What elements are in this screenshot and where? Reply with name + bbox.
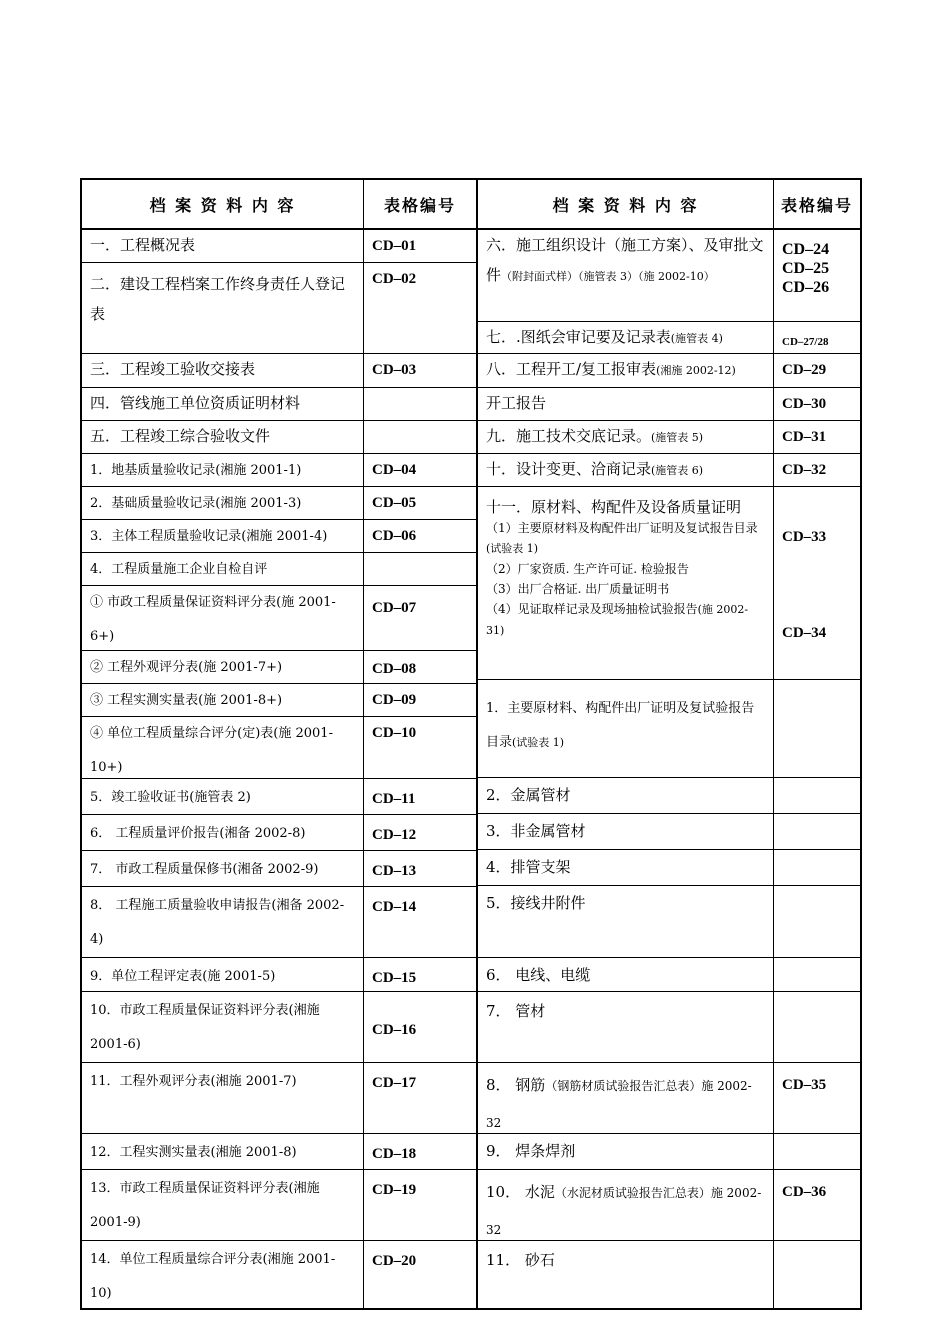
row-code: CD–11 [372,791,416,807]
row-content: 一．工程概况表 [82,230,364,262]
row-code: CD–03 [372,362,417,378]
table-row [82,454,476,487]
header-code: 表格编号 [780,195,853,215]
row-content: 开工报告 [478,388,774,420]
row-content: 11． 砂石 [478,1241,774,1310]
row-content: 9．单位工程评定表(施 2001-5) [82,958,364,991]
row-code: CD–18 [372,1146,417,1162]
table-row [82,779,476,815]
row-code [774,958,860,991]
row-code: CD–10 [372,725,417,741]
row-content: 7． 管材 [478,992,774,1062]
row-content [478,354,774,387]
table-row [478,322,860,354]
row-content: 四．管线施工单位资质证明材料 [82,388,364,420]
row-content: 11．工程外观评分表(湘施 2001-7) [82,1063,364,1133]
table-row [82,717,476,779]
row-code [774,814,860,849]
row-content: 二．建设工程档案工作终身责任人登记表 [82,262,364,353]
table-row [82,992,476,1063]
row-content: 5．接线井附件 [478,886,774,957]
row-code: CD–36 [782,1184,827,1200]
row-text: 八．工程开工/复工报审表 [486,360,657,378]
row-code: CD–07 [372,600,417,616]
sub-item: （3）出厂合格证. 出厂质量证明书 [486,582,670,596]
row-code: CD–02 [364,262,476,353]
row-text: 六．施工组织设计（施工方案）、及审批文件 [486,236,764,284]
row-code: CD–16 [372,1022,417,1038]
code-line: CD–25 [782,260,830,277]
row-code: CD–15 [372,970,417,986]
table-row [478,814,860,850]
code-line: CD–34 [782,625,827,641]
row-text: 8． 钢筋 [486,1076,546,1094]
row-text: 九．施工技术交底记录。 [486,427,652,445]
table-header [478,180,860,230]
row-code: CD–12 [372,827,417,843]
row-note: (试验表 1) [512,736,565,749]
table-row [82,851,476,887]
row-text: 十一．原材料、构配件及设备质量证明 [486,498,742,516]
row-code: CD–27/28 [782,336,829,348]
row-text: 10． 水泥 [486,1183,555,1201]
header-code: 表格编号 [383,195,456,215]
row-code [774,1241,860,1310]
row-code [364,553,476,585]
row-content: 6． 工程质量评价报告(湘备 2002-8) [82,815,364,850]
table-row [82,262,476,354]
row-code: CD–04 [372,462,417,478]
row-code: CD–17 [372,1075,417,1091]
row-code [774,1134,860,1169]
row-code: CD–35 [782,1077,827,1093]
sub-item: （4）见证取样记录及现场抽检试验报告(施 2002-31) [486,602,749,637]
table-row [478,230,860,322]
row-content: 4．排管支架 [478,850,774,885]
row-content: 10．市政工程质量保证资料评分表(湘施 2001-6) [82,992,364,1062]
row-content: 4．工程质量施工企业自检自评 [82,553,364,585]
table-row [478,992,860,1063]
table-row [478,958,860,992]
row-content: 7． 市政工程质量保修书(湘备 2002-9) [82,851,364,886]
row-code [774,487,860,679]
row-text: 十．设计变更、洽商记录 [486,460,652,478]
row-content [478,230,774,321]
row-content: ② 工程外观评分表(施 2001-7+) [82,651,364,683]
row-content: 14．单位工程质量综合评分表(湘施 2001-10) [82,1241,364,1310]
row-code: CD–14 [372,899,417,915]
table-row [82,421,476,454]
table-row [478,850,860,886]
table-row [82,520,476,553]
table-row [478,454,860,487]
row-content: 3．非金属管材 [478,814,774,849]
table-row [82,815,476,851]
row-code: CD–05 [372,495,417,511]
row-text: 1．主要原材料、构配件出厂证明及复试验报告目录 [486,701,755,750]
header-content: 档 案 资 料 内 容 [82,180,364,228]
code-line: CD–33 [782,529,827,545]
sub-item: （2）厂家资质. 生产许可证. 检验报告 [486,562,689,576]
row-code [774,778,860,813]
row-code: CD–32 [782,462,827,478]
table-row [478,354,860,388]
table-row [478,421,860,454]
row-content: 3．主体工程质量验收记录(湘施 2001-4) [82,520,364,552]
code-line: CD–26 [782,279,830,296]
row-code: CD–19 [372,1182,417,1198]
row-note: (湘施 2002-12) [656,364,736,377]
row-content: ③ 工程实测实量表(施 2001-8+) [82,684,364,716]
archive-table [80,178,862,1310]
row-code [774,992,860,1062]
table-row [82,487,476,520]
table-row [82,388,476,421]
row-content: 5．竣工验收证书(施管表 2) [82,779,364,814]
row-content [478,322,774,353]
row-content [478,487,774,679]
table-row [82,1241,476,1310]
code-line: CD–24 [782,241,830,258]
row-content: 8． 工程施工质量验收申请报告(湘备 2002-4) [82,887,364,957]
row-note: （钢筋材质试验报告汇总表）施 2002-32 [486,1079,752,1130]
table-row [82,586,476,651]
table-row [478,1241,860,1310]
row-content: 9． 焊条焊剂 [478,1134,774,1169]
row-content: 12．工程实测实量表(湘施 2001-8) [82,1134,364,1169]
right-table [476,178,862,1310]
row-code: CD–31 [782,429,827,445]
row-code [774,850,860,885]
table-row [82,684,476,717]
row-content [478,421,774,453]
row-code: CD–01 [372,238,417,254]
table-row [478,778,860,814]
table-row [478,1134,860,1170]
header-content: 档 案 资 料 内 容 [478,180,774,228]
row-code: CD–08 [372,661,417,677]
table-row [478,1170,860,1241]
row-content [478,454,774,486]
row-content: 1．地基质量验收记录(湘施 2001-1) [82,454,364,486]
row-code: CD–13 [372,863,417,879]
row-note: （附封面式样）（施管表 3）（施 2002-10） [501,270,715,283]
table-row [82,1063,476,1134]
row-code: CD–06 [372,528,417,544]
row-code [774,230,860,321]
table-row [478,487,860,680]
left-table [80,178,476,1310]
table-header [82,180,476,230]
row-code: CD–29 [782,362,827,378]
table-row [82,230,476,262]
table-row [82,553,476,586]
sub-item: （1）主要原材料及构配件出厂证明及复试报告目录(试验表 1) [486,521,758,555]
row-content [478,680,774,777]
table-row [82,958,476,992]
row-note: （水泥材质试验报告汇总表）施 2002-32 [486,1186,762,1237]
table-row [478,680,860,778]
row-text: 七．.图纸会审记要及记录表 [486,328,671,346]
table-row [82,354,476,388]
row-content [478,1170,774,1240]
row-content [478,1063,774,1133]
row-content: ④ 单位工程质量综合评分(定)表(施 2001-10+) [82,717,364,778]
table-row [82,1170,476,1241]
row-content: 三．工程竣工验收交接表 [82,354,364,387]
row-code: CD–09 [372,692,417,708]
row-code [364,421,476,453]
row-code: CD–30 [782,396,827,412]
table-row [82,651,476,684]
table-row [82,1134,476,1170]
row-code [774,680,860,777]
row-content: 2．基础质量验收记录(湘施 2001-3) [82,487,364,519]
table-row [478,886,860,958]
table-row [478,388,860,421]
row-content: 13．市政工程质量保证资料评分表(湘施 2001-9) [82,1170,364,1240]
row-code [774,886,860,957]
row-code: CD–20 [372,1253,417,1269]
row-code [364,388,476,420]
row-note: (施管表 6) [651,464,704,477]
row-content: ① 市政工程质量保证资料评分表(施 2001-6+) [82,586,364,650]
row-content: 五．工程竣工综合验收文件 [82,421,364,453]
row-content: 6． 电线、电缆 [478,958,774,991]
row-content: 2．金属管材 [478,778,774,813]
table-row [478,1063,860,1134]
row-note: (施管表 4) [670,332,723,345]
table-row [82,887,476,958]
row-note: (施管表 5) [651,431,704,444]
